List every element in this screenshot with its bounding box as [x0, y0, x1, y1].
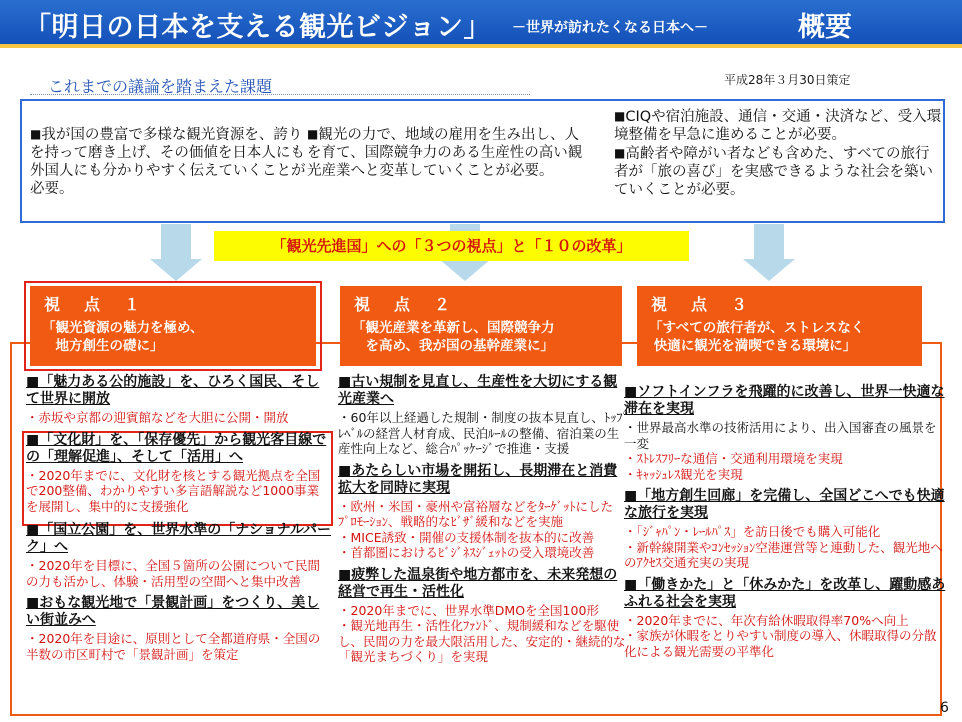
- arrow-down-icon: [439, 259, 491, 281]
- reform-detail: ・2020年までに、文化財を核とする観光拠点を全国で200整備、わかりやすい多言語解説など1000事業を展開し、集中的に支援強化: [26, 467, 321, 514]
- reform-detail: ・2020年までに、年次有給休暇取得率70%へ向上 ・家族が休暇をとりやすい制度の導入、休暇取得の分散化による観光需要の平準化: [624, 612, 937, 659]
- arrow-down-icon: [743, 259, 795, 281]
- viewpoint-2-reforms: [338, 374, 630, 671]
- arrow-down-icon: [150, 259, 202, 281]
- issue-item: ■CIQや宿泊施設、通信・交通・決済など、受入環境整備を早急に進めることが必要。 ■高齢者や障がい者なども含めた、すべての旅行者が「旅の喜び」を実感できるような社会を築いていくことが必要。: [614, 109, 942, 198]
- summary-tag: 概要: [798, 12, 852, 43]
- reform-detail: ・2020年を目標に、全国５箇所の公園について民間の力も活かし、体験・活用型の空間へと集中改善: [26, 558, 321, 589]
- issues-box: [20, 99, 945, 223]
- viewpoint-1: [30, 286, 316, 366]
- issues-title: これまでの議論を踏まえた課題: [48, 77, 273, 96]
- reform-detail: ・世界最高水準の技術活用により、出入国審査の風景を一変 ・ｽﾄﾚｽﾌﾘｰな通信・交通利用環境を実現 ・ｷｬｯｼｭﾚｽ観光を実現: [624, 420, 937, 482]
- reform-detail: ・2020年を目途に、原則として全都道府県・全国の半数の市区町村で「景観計画」を策定: [26, 631, 321, 662]
- reform-heading: ■「働きかた」と「休みかた」を改革し、躍動感あふれる社会を実現: [624, 576, 946, 610]
- viewpoint-text: 「すべての旅行者が、ストレスなく 快適に観光を満喫できる環境に」: [649, 320, 865, 354]
- header-divider: [0, 44, 962, 48]
- reform-heading: ■疲弊した温泉街や地方都市を、未来発想の経営で再生・活性化: [338, 566, 618, 600]
- viewpoint-2: [340, 286, 622, 366]
- reform-heading: ■「国立公園」を、世界水準の「ナショナルパーク」へ: [26, 522, 331, 555]
- viewpoint-heading: 視 点 ２: [354, 295, 455, 314]
- reform-heading: ■古い規制を見直し、生産性を大切にする観光産業へ: [338, 374, 618, 407]
- reform-heading: ■ソフトインフラを飛躍的に改善し、世界一快適な滞在を実現: [624, 384, 945, 417]
- reform-detail: ・欧州・米国・豪州や富裕層などをﾀｰｹﾞｯﾄにした ﾌﾟﾛﾓｰｼｮﾝ、戦略的なﾋﾞｻﾞ緩和などを実施 ・MICE誘致・開催の支援体制を抜本的に改善 ・首都圏におけるﾋﾞｼﾞﾈｽｼﾞｪｯﾄの受入環境改善: [338, 498, 614, 560]
- issues-title-underline: [30, 94, 530, 95]
- page-number: 6: [940, 700, 949, 716]
- viewpoint-3: [637, 286, 922, 366]
- reform-detail: ・2020年までに、世界水準DMOを全国100形 ・観光地再生・活性化ﾌｧﾝﾄﾞ、規制緩和などを駆使し、民間の力を最大限活用した、安定的・継続的な「観光まちづくり」を実現: [338, 602, 626, 664]
- reform-heading: ■「文化財」を、「保存優先」から観光客目線での「理解促進」、そして「活用」へ: [26, 431, 327, 465]
- viewpoint-text: 「観光資源の魅力を極め、 地方創生の礎に」: [42, 320, 204, 354]
- reform-detail: ・「ｼﾞｬﾊﾟﾝ・ﾚｰﾙﾊﾟｽ」を訪日後でも購入可能化 ・新幹線開業やｺﾝｾｯｼｮﾝ空港運営等と連動した、観光地へのｱｸｾｽ交通充実の実現: [624, 524, 943, 570]
- date-label: 平成28年３月30日策定: [724, 73, 851, 87]
- viewpoint-heading: 視 点 １: [44, 295, 145, 314]
- page-title: 「明日の日本を支える観光ビジョン」: [24, 12, 491, 43]
- bullet-square-icon: ■: [30, 127, 42, 141]
- issue-item: ■我が国の豊富で多様な観光資源を、誇りを持って磨き上げ、その価値を日本人にも外国人にも分かりやすく伝えていくことが必要。: [30, 127, 306, 197]
- reform-heading: ■おもな観光地で「景観計画」をつくり、美しい街並みへ: [26, 595, 320, 628]
- issue-item: ■観光の力で、地域の雇用を生み出し、人を育て、国際競争力のある生産性の高い観光産業へと変革していくことが必要。: [307, 127, 583, 179]
- reform-detail: ・赤坂や京都の迎賓館などを大胆に公開・開放: [26, 410, 289, 425]
- page-subtitle: －世界が訪れたくなる日本へ－: [512, 20, 708, 36]
- bullet-square-icon: ■: [307, 127, 319, 141]
- arrow-down-icon: [161, 224, 191, 260]
- reform-detail: ・60年以上経過した規制・制度の抜本見直し、ﾄｯﾌﾟﾚﾍﾞﾙの経営人材育成、民泊ﾙｰﾙの整備、宿泊業の生産性向上など、総合ﾊﾟｯｹｰｼﾞで推進・支援: [338, 410, 629, 456]
- reform-heading: ■「魅力ある公的施設」を、ひろく国民、そして世界に開放: [26, 374, 320, 407]
- reform-banner: 「観光先進国」への「３つの視点」と「１０の改革」: [214, 231, 689, 261]
- viewpoint-text: 「観光産業を革新し、国際競争力 を高め、我が国の基幹産業に」: [352, 320, 555, 354]
- reform-heading: ■あたらしい市場を開拓し、長期滞在と消費拡大を同時に実現: [338, 462, 618, 496]
- viewpoint-1-reforms: [26, 374, 331, 668]
- viewpoint-heading: 視 点 ３: [651, 295, 752, 314]
- viewpoint-3-reforms: [624, 384, 946, 665]
- bullet-square-icon: ■: [614, 146, 626, 160]
- arrow-down-icon: [754, 224, 784, 260]
- reform-heading: ■「地方創生回廊」を完備し、全国どこへでも快適な旅行を実現: [624, 488, 945, 521]
- header-bar: [0, 0, 962, 44]
- bullet-square-icon: ■: [614, 109, 626, 123]
